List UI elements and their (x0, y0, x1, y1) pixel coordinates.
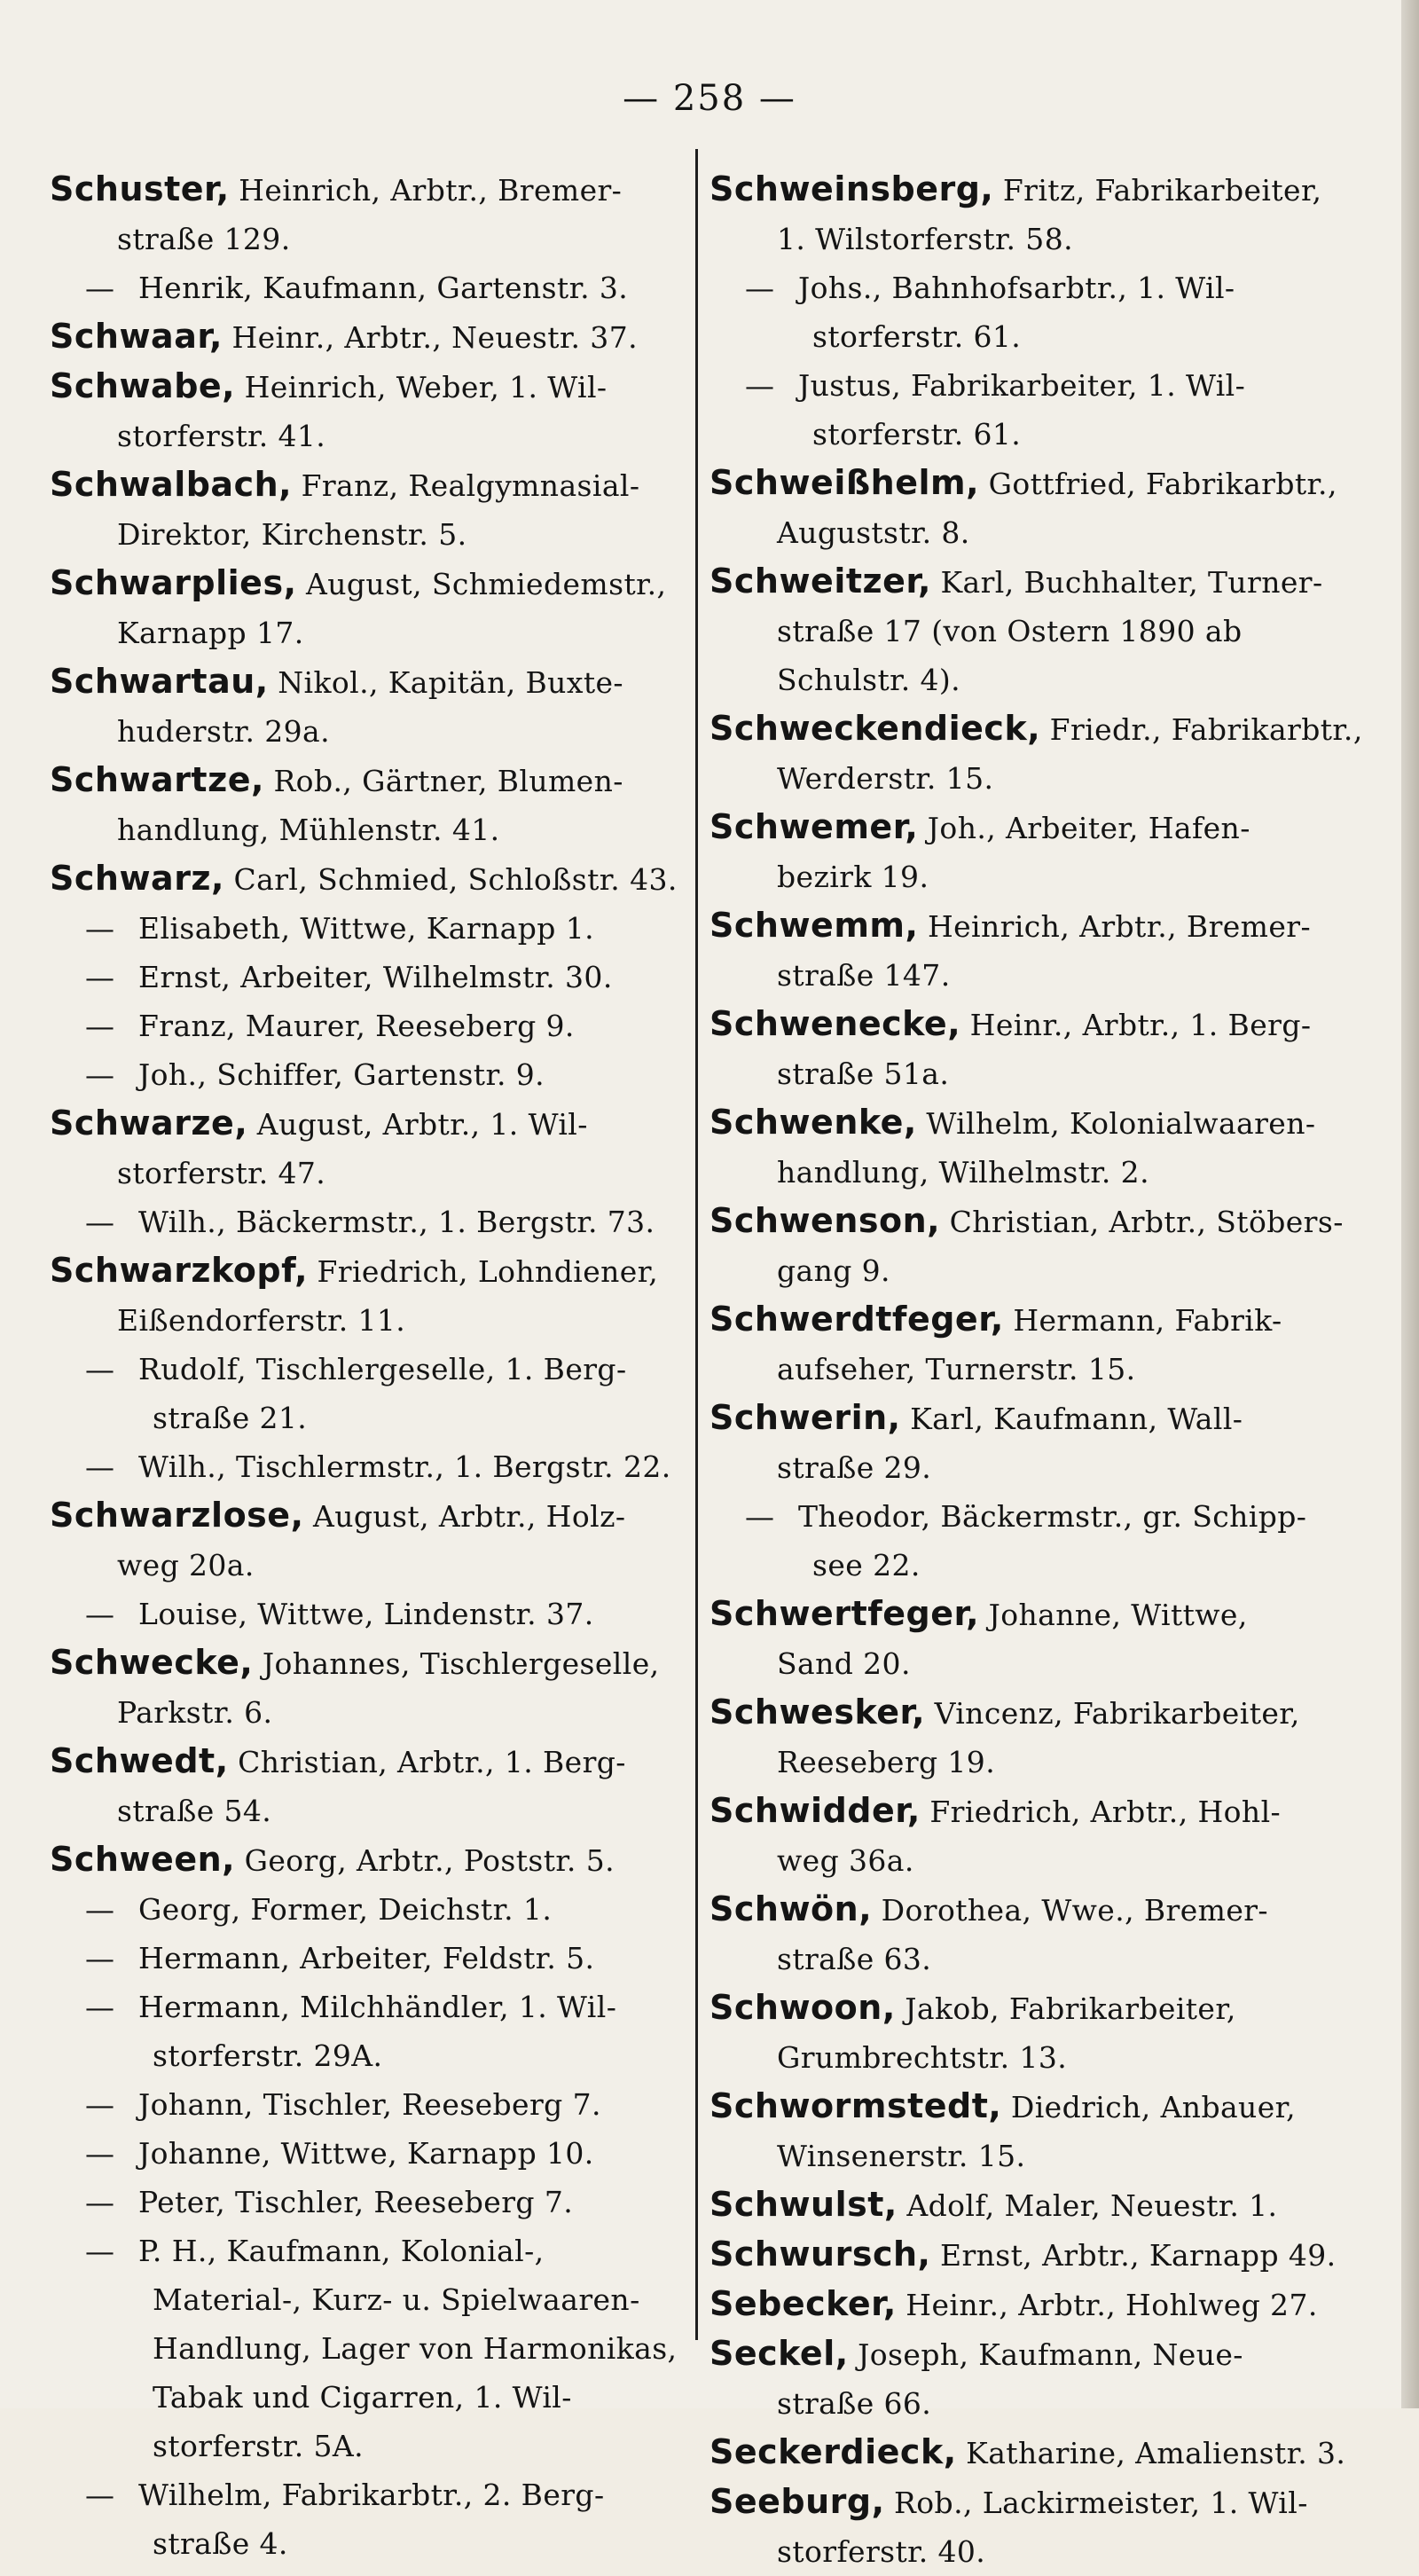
entry-details: Christian, Arbtr., Stöbers- (949, 1205, 1344, 1239)
entry-details: Heinrich, Weber, 1. Wil- (244, 370, 608, 404)
ditto-dash: — (85, 1597, 114, 1631)
directory-entry (50, 165, 686, 263)
entry-continuation: straße 54. (117, 1794, 272, 1828)
entry-details: Henrik, Kaufmann, Gartenstr. 3. (138, 271, 629, 305)
entry-details: Karl, Buchhalter, Turner- (940, 565, 1323, 600)
entry-continuation: straße 63. (777, 1942, 932, 1976)
directory-entry (710, 2082, 1392, 2180)
entry-details: Heinrich, Arbtr., Bremer- (239, 173, 623, 208)
entry-details: P. H., Kaufmann, Kolonial-, (138, 2234, 545, 2268)
entry-details: Franz, Maurer, Reeseberg 9. (138, 1009, 575, 1043)
entry-continuation: Parkstr. 6. (117, 1695, 273, 1730)
entry-details: Joseph, Kaufmann, Neue- (858, 2337, 1243, 2372)
ditto-dash: — (85, 1352, 114, 1386)
ditto-dash: — (85, 1057, 114, 1092)
entry-details: Wilhelm, Fabrikarbtr., 2. Berg- (138, 2478, 605, 2512)
entry-details: Friedr., Fabrikarbtr., (1049, 712, 1363, 747)
entry-continuation: weg 20a. (117, 1548, 255, 1583)
entry-continuation: Auguststr. 8. (777, 515, 970, 550)
page-number: — 258 — (623, 78, 796, 119)
directory-entry (710, 1688, 1392, 1787)
sub-entry (50, 1001, 686, 1050)
surname: Schweißhelm, (710, 463, 980, 502)
sub-entry (50, 2080, 686, 2129)
directory-entry (710, 2180, 1392, 2230)
entry-continuation: Reeseberg 19. (777, 1745, 996, 1779)
directory-entry (50, 1737, 686, 1835)
surname: Schwalbach, (50, 465, 293, 504)
directory-entry (50, 362, 686, 460)
directory-entry (710, 803, 1392, 901)
entry-details: Hermann, Milchhändler, 1. Wil- (138, 1990, 617, 2024)
entry-continuation: storferstr. 5A. (153, 2429, 364, 2463)
entry-details: Justus, Fabrikarbeiter, 1. Wil- (798, 368, 1246, 403)
column-divider (695, 149, 698, 2340)
directory-entry (50, 854, 686, 904)
entry-details: August, Arbtr., 1. Wil- (256, 1107, 588, 1142)
entry-details: August, Schmiedemstr., (306, 567, 667, 601)
surname: Sebecker, (710, 2284, 897, 2323)
entry-details: Johann, Tischler, Reeseberg 7. (138, 2087, 601, 2122)
ditto-dash: — (85, 960, 114, 994)
entry-continuation: straße 21. (153, 1401, 308, 1435)
surname: Schwidder, (710, 1791, 921, 1830)
entry-continuation: Material-, Kurz- u. Spielwaaren- (153, 2282, 640, 2317)
ditto-dash: — (85, 1205, 114, 1239)
entry-details: Nikol., Kapitän, Buxte- (278, 665, 623, 700)
sub-entry (50, 904, 686, 953)
entry-details: Adolf, Maler, Neuestr. 1. (906, 2188, 1278, 2223)
entry-details: Heinr., Arbtr., Neuestr. 37. (231, 320, 638, 355)
entry-continuation: handlung, Wilhelmstr. 2. (777, 1155, 1149, 1190)
surname: Schwedt, (50, 1741, 229, 1780)
entry-details: Johs., Bahnhofsarbtr., 1. Wil- (798, 271, 1235, 305)
sub-entry (50, 1983, 686, 2080)
entry-details: Diedrich, Anbauer, (1010, 2090, 1297, 2124)
entry-details: Rudolf, Tischlergeselle, 1. Berg- (138, 1352, 627, 1386)
entry-continuation: straße 129. (117, 222, 291, 256)
directory-entry (50, 460, 686, 559)
entry-continuation: straße 66. (777, 2386, 932, 2421)
entry-continuation: Tabak und Cigarren, 1. Wil- (153, 2380, 572, 2415)
entry-details: Heinr., Arbtr., Hohlweg 27. (905, 2288, 1318, 2322)
sub-entry (50, 1934, 686, 1983)
ditto-dash: — (85, 2136, 114, 2171)
surname: Schwarz, (50, 859, 224, 898)
entry-details: Heinr., Arbtr., 1. Berg- (969, 1008, 1312, 1042)
ditto-dash: — (85, 911, 114, 946)
ditto-dash: — (85, 1990, 114, 2024)
entry-details: Katharine, Amalienstr. 3. (966, 2436, 1346, 2470)
entry-continuation: handlung, Mühlenstr. 41. (117, 813, 500, 847)
surname: Schwulst, (710, 2185, 898, 2224)
entry-continuation: straße 147. (777, 958, 951, 993)
surname: Schwartau, (50, 662, 269, 701)
entry-details: Hermann, Fabrik- (1013, 1303, 1282, 1338)
entry-details: Ernst, Arbtr., Karnapp 49. (939, 2238, 1337, 2273)
surname: Schwoon, (710, 1988, 896, 2027)
surname: Schwemer, (710, 807, 919, 846)
ditto-dash: — (85, 271, 114, 305)
entry-details: Theodor, Bäckermstr., gr. Schipp- (798, 1499, 1307, 1534)
surname: Schwarzlose, (50, 1496, 304, 1535)
page-edge (1401, 0, 1419, 2408)
entry-continuation: bezirk 19. (777, 860, 929, 894)
ditto-dash: — (85, 2087, 114, 2122)
surname: Schweckendieck, (710, 709, 1041, 748)
surname: Schwesker, (710, 1692, 926, 1732)
directory-entry (710, 2428, 1392, 2478)
entry-details: Friedrich, Arbtr., Hohl- (929, 1795, 1282, 1829)
entry-continuation: Direktor, Kirchenstr. 5. (117, 517, 467, 552)
entry-continuation: Winsenerstr. 15. (777, 2139, 1026, 2173)
right-column (710, 165, 1392, 2576)
sub-entry (710, 1492, 1392, 1590)
entry-details: Karl, Kaufmann, Wall- (910, 1402, 1243, 1436)
entry-continuation: Schulstr. 4). (777, 663, 961, 697)
sub-entry (50, 2129, 686, 2178)
directory-entry (710, 1394, 1392, 1492)
surname: Seckerdieck, (710, 2432, 957, 2471)
entry-details: Wilhelm, Kolonialwaaren- (926, 1106, 1316, 1141)
sub-entry (50, 2178, 686, 2227)
entry-continuation: storferstr. 47. (117, 1156, 326, 1190)
directory-entry (710, 704, 1392, 803)
entry-continuation: weg 36a. (777, 1843, 914, 1878)
entry-details: Johanne, Wittwe, (988, 1598, 1248, 1632)
entry-details: Peter, Tischler, Reeseberg 7. (138, 2185, 574, 2219)
entry-continuation: huderstr. 29a. (117, 714, 331, 749)
ditto-dash: — (85, 1941, 114, 1975)
surname: Schweitzer, (710, 562, 931, 601)
directory-entry (50, 312, 686, 362)
surname: Schweinsberg, (710, 169, 994, 208)
ditto-dash: — (85, 2234, 114, 2268)
surname: Schuster, (50, 169, 230, 208)
sub-entry (50, 1442, 686, 1491)
directory-entry (50, 559, 686, 657)
entry-continuation: Werderstr. 15. (777, 761, 994, 796)
entry-details: Johanne, Wittwe, Karnapp 10. (138, 2136, 594, 2171)
directory-entry (710, 1098, 1392, 1197)
surname: Schwarze, (50, 1103, 248, 1143)
sub-entry (50, 1050, 686, 1099)
entry-details: Heinrich, Arbtr., Bremer- (927, 909, 1312, 944)
entry-continuation: Sand 20. (777, 1646, 911, 1681)
surname: Schwormstedt, (710, 2086, 1002, 2125)
surname: Schwenson, (710, 1201, 941, 1240)
entry-details: Christian, Arbtr., 1. Berg- (238, 1745, 626, 1779)
surname: Schwabe, (50, 366, 236, 405)
surname: Schwaar, (50, 317, 223, 356)
entry-details: Jakob, Fabrikarbeiter, (905, 1991, 1236, 2026)
sub-entry (710, 361, 1392, 459)
entry-continuation: aufseher, Turnerstr. 15. (777, 1352, 1136, 1386)
directory-entry (710, 557, 1392, 704)
ditto-dash: — (85, 2478, 114, 2512)
ditto-dash: — (85, 2185, 114, 2219)
entry-details: Georg, Former, Deichstr. 1. (138, 1892, 553, 1927)
entry-details: Fritz, Fabrikarbeiter, (1002, 173, 1322, 208)
entry-details: Rob., Lackirmeister, 1. Wil- (894, 2486, 1308, 2520)
surname: Schwertfeger, (710, 1594, 980, 1633)
entry-continuation: gang 9. (777, 1253, 890, 1288)
sub-entry (50, 263, 686, 312)
directory-entry (710, 2478, 1392, 2576)
entry-details: August, Arbtr., Holz- (313, 1499, 626, 1534)
sub-entry (50, 2470, 686, 2568)
entry-continuation: straße 51a. (777, 1056, 950, 1091)
directory-entry (710, 2280, 1392, 2329)
ditto-dash: — (85, 1449, 114, 1484)
directory-entry (50, 1835, 686, 1885)
surname: Schwerin, (710, 1398, 901, 1437)
directory-entry (710, 1885, 1392, 1983)
directory-entry (710, 2329, 1392, 2428)
sub-entry (50, 953, 686, 1001)
surname: Schwursch, (710, 2234, 931, 2274)
entry-continuation: straße 4. (153, 2526, 288, 2561)
surname: Schwartze, (50, 760, 264, 799)
sub-entry (710, 263, 1392, 361)
entry-continuation: 1. Wilstorferstr. 58. (777, 222, 1073, 256)
surname: Seeburg, (710, 2482, 885, 2521)
surname: Schwarzkopf, (50, 1251, 308, 1290)
entry-details: Hermann, Arbeiter, Feldstr. 5. (138, 1941, 595, 1975)
sub-entry (50, 1590, 686, 1638)
ditto-dash: — (745, 368, 774, 403)
left-column (50, 165, 686, 2568)
surname: Schwerdtfeger, (710, 1300, 1004, 1339)
entry-details: Friedrich, Lohndiener, (317, 1254, 659, 1289)
sub-entry (50, 2227, 686, 2470)
directory-entry (710, 1983, 1392, 2082)
directory-entry (710, 1295, 1392, 1394)
entry-details: Franz, Realgymnasial- (301, 468, 640, 503)
entry-details: Georg, Arbtr., Poststr. 5. (244, 1843, 615, 1878)
entry-continuation: Handlung, Lager von Harmonikas, (153, 2331, 678, 2366)
sub-entry (50, 1885, 686, 1934)
entry-details: Gottfried, Fabrikarbtr., (988, 467, 1337, 501)
directory-entry (710, 165, 1392, 263)
entry-details: Johannes, Tischlergeselle, (262, 1646, 660, 1681)
entry-continuation: storferstr. 29A. (153, 2038, 383, 2073)
entry-details: Elisabeth, Wittwe, Karnapp 1. (138, 911, 594, 946)
ditto-dash: — (85, 1009, 114, 1043)
surname: Schwemm, (710, 906, 919, 945)
ditto-dash: — (85, 1892, 114, 1927)
directory-entry (50, 1638, 686, 1737)
directory-entry (50, 1099, 686, 1198)
ditto-dash: — (745, 1499, 774, 1534)
directory-entry (710, 1000, 1392, 1098)
entry-details: Joh., Arbeiter, Hafen- (927, 811, 1250, 845)
directory-entry (710, 2230, 1392, 2280)
entry-details: Joh., Schiffer, Gartenstr. 9. (138, 1057, 545, 1092)
directory-entry (710, 1787, 1392, 1885)
entry-continuation: Karnapp 17. (117, 616, 304, 650)
entry-continuation: straße 17 (von Ostern 1890 ab (777, 614, 1243, 648)
directory-entry (710, 1590, 1392, 1688)
ditto-dash: — (745, 271, 774, 305)
directory-entry (50, 657, 686, 756)
surname: Schwarplies, (50, 563, 297, 602)
surname: Schwenke, (710, 1103, 917, 1142)
surname: Schween, (50, 1840, 236, 1879)
entry-continuation: see 22. (812, 1548, 921, 1583)
surname: Schwecke, (50, 1643, 254, 1682)
directory-entry (50, 756, 686, 854)
surname: Schwön, (710, 1889, 873, 1928)
entry-continuation: storferstr. 40. (777, 2534, 986, 2569)
entry-continuation: storferstr. 41. (117, 419, 326, 453)
directory-entry (50, 1246, 686, 1345)
surname: Schwenecke, (710, 1004, 961, 1043)
entry-continuation: storferstr. 61. (812, 319, 1022, 354)
entry-continuation: Grumbrechtstr. 13. (777, 2040, 1068, 2075)
entry-details: Louise, Wittwe, Lindenstr. 37. (138, 1597, 594, 1631)
entry-continuation: storferstr. 61. (812, 417, 1022, 452)
sub-entry (50, 1345, 686, 1442)
entry-details: Wilh., Tischlermstr., 1. Bergstr. 22. (138, 1449, 671, 1484)
entry-continuation: straße 29. (777, 1450, 932, 1485)
entry-details: Carl, Schmied, Schloßstr. 43. (233, 862, 678, 897)
directory-entry (710, 1197, 1392, 1295)
entry-details: Ernst, Arbeiter, Wilhelmstr. 30. (138, 960, 613, 994)
directory-entry (710, 901, 1392, 1000)
entry-details: Dorothea, Wwe., Bremer- (881, 1893, 1268, 1928)
sub-entry (50, 1198, 686, 1246)
entry-details: Wilh., Bäckermstr., 1. Bergstr. 73. (138, 1205, 655, 1239)
entry-details: Vincenz, Fabrikarbeiter, (934, 1696, 1300, 1731)
directory-entry (710, 459, 1392, 557)
entry-details: Rob., Gärtner, Blumen- (273, 764, 623, 798)
entry-continuation: Eißendorferstr. 11. (117, 1303, 406, 1338)
directory-entry (50, 1491, 686, 1590)
surname: Seckel, (710, 2334, 849, 2373)
